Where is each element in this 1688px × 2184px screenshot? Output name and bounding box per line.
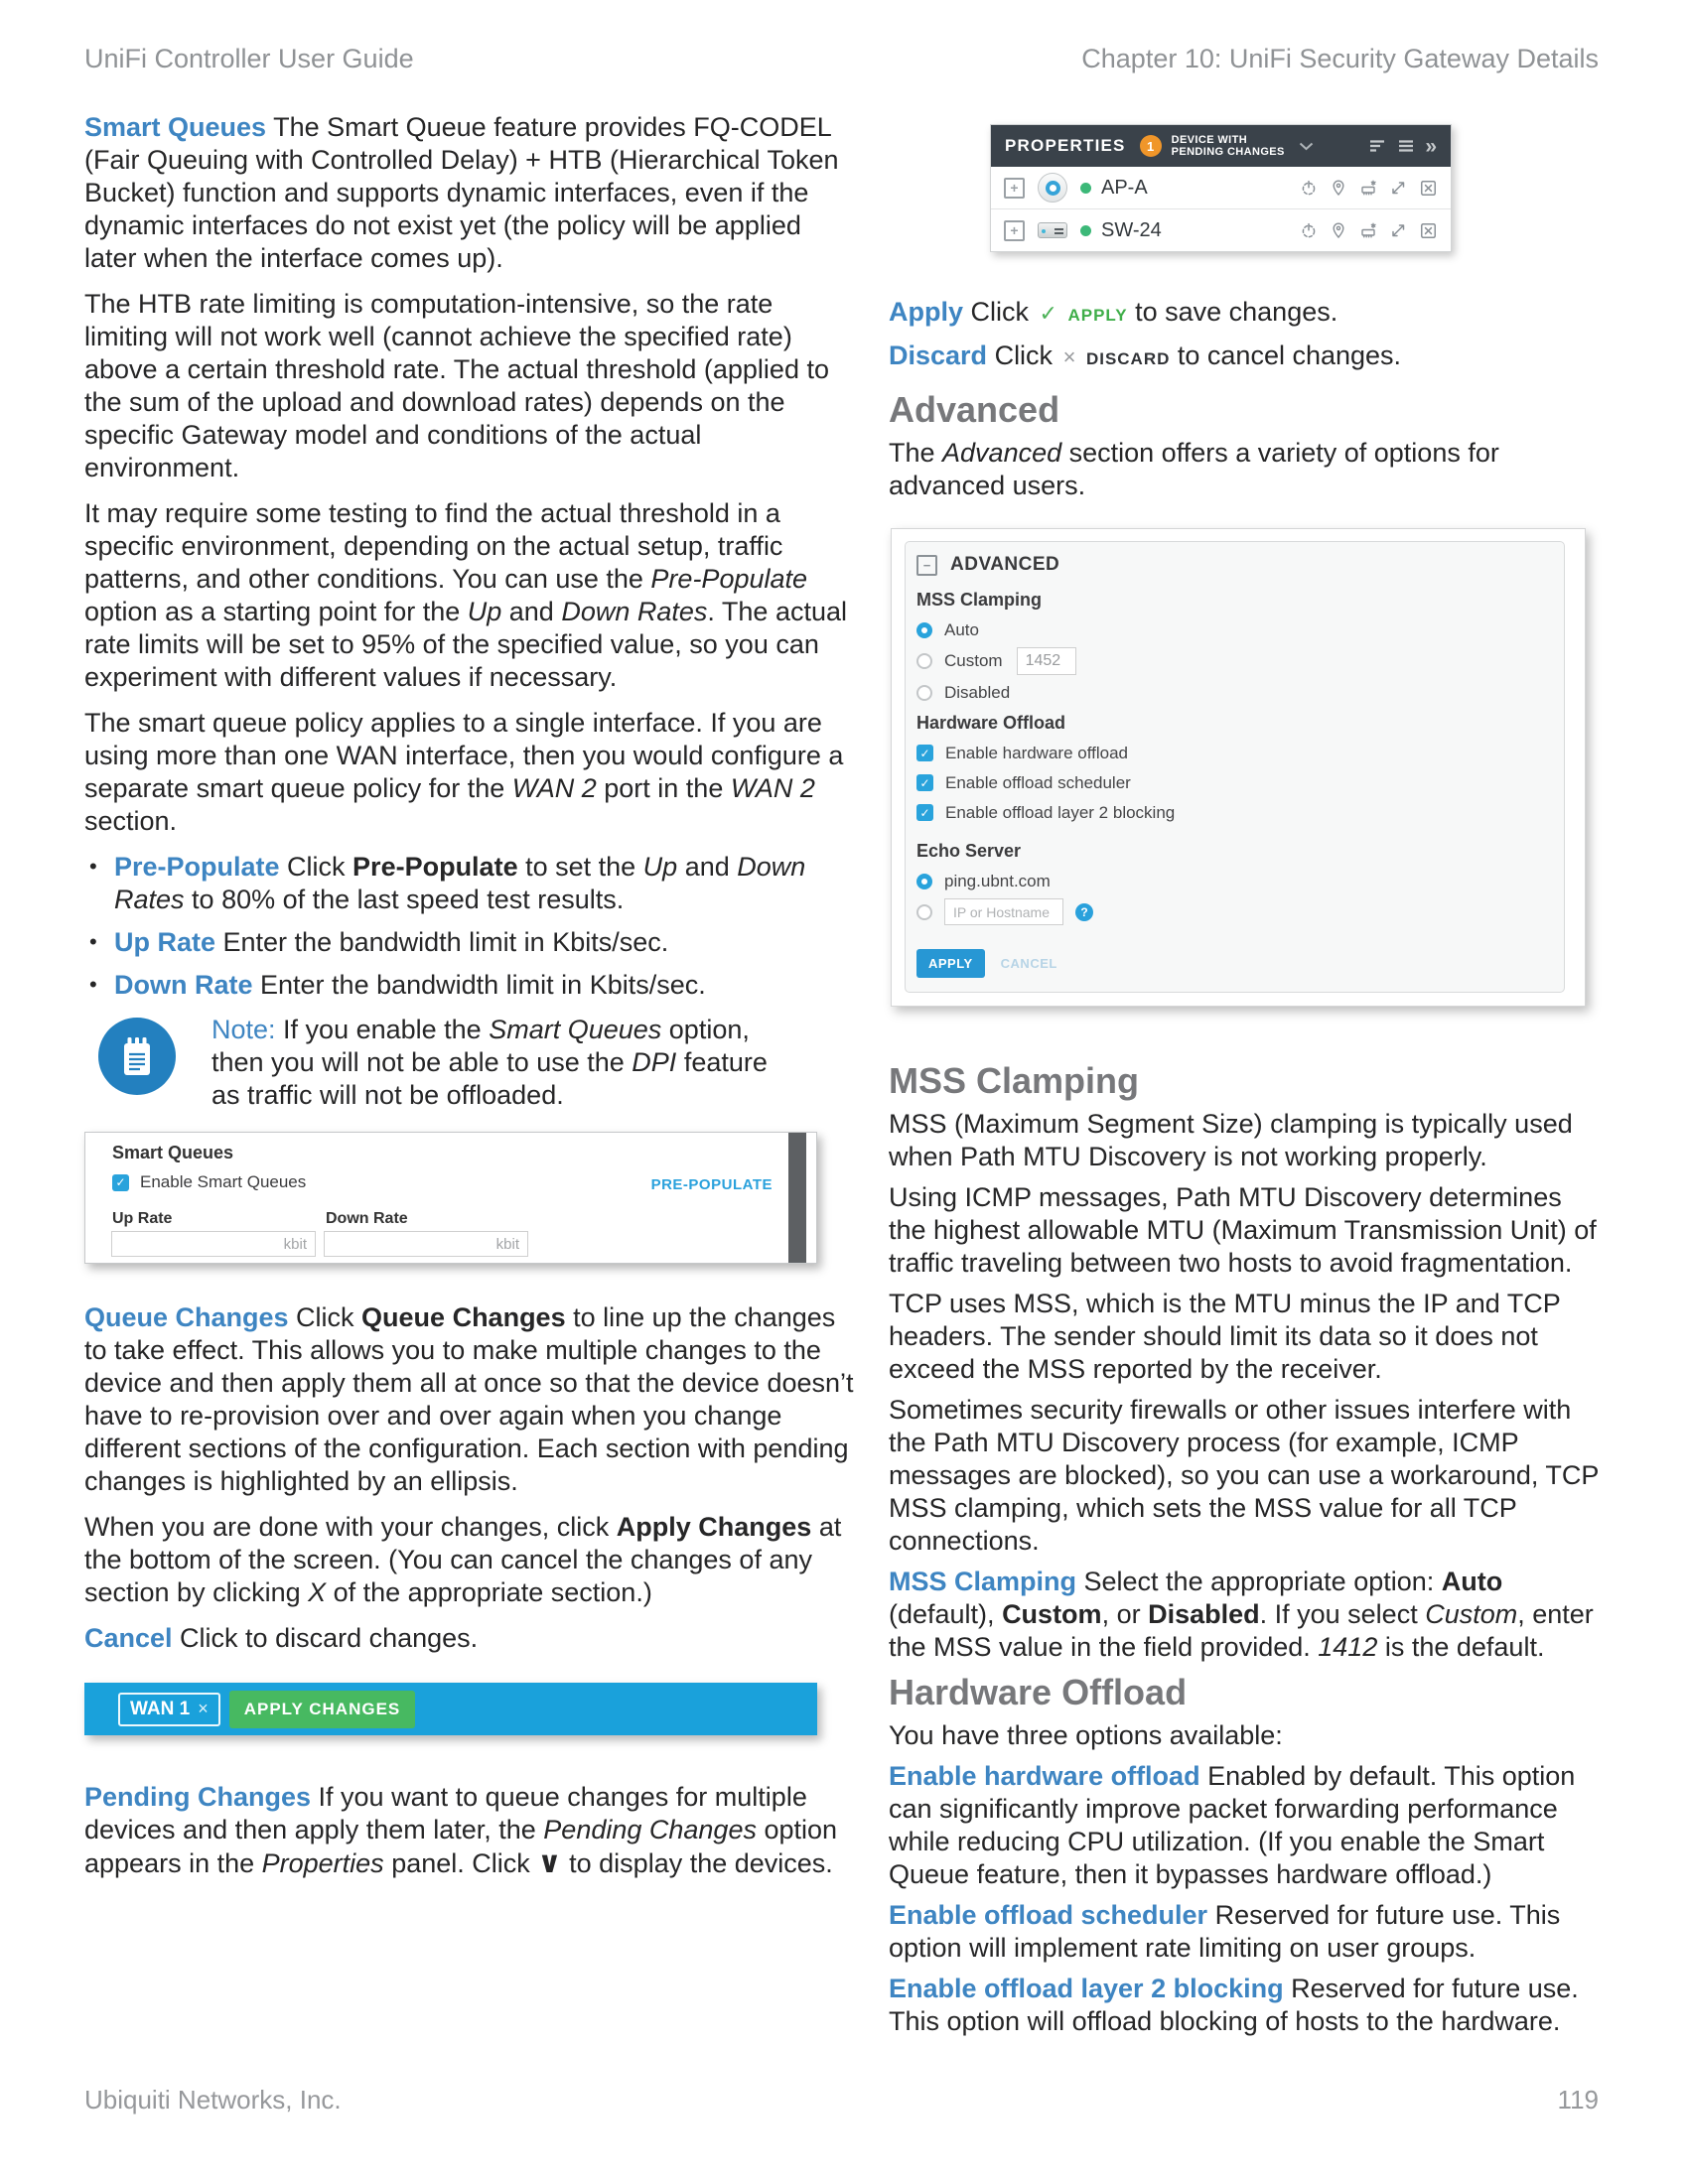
echo-ping-radio[interactable]	[916, 874, 932, 889]
heading-hardware-offload: Hardware Offload	[889, 1672, 1188, 1712]
para-pending-changes: Pending Changes If you want to queue changes for multiple devices and then apply them later, the Pending Changes option appears in the Properties panel. Click ∨ to display the devices.	[84, 1782, 838, 1879]
hardware-offload-label: Hardware Offload	[916, 713, 1066, 733]
mss-clamping-label: MSS Clamping	[916, 590, 1043, 610]
advanced-panel-screenshot	[891, 528, 1586, 1007]
pending-devices-label: DEVICE WITH PENDING CHANGES	[1171, 134, 1285, 158]
note-block	[98, 1014, 857, 1112]
left-column	[84, 111, 857, 1893]
down-rate-label: Down Rate	[326, 1210, 408, 1227]
menu-icon[interactable]	[1396, 137, 1416, 155]
mss-disabled-radio[interactable]	[916, 685, 932, 701]
upgrade-icon[interactable]	[1358, 178, 1378, 198]
page-footer-company: Ubiquiti Networks, Inc.	[84, 2085, 342, 2115]
properties-panel-screenshot	[990, 124, 1452, 252]
device-row-ap[interactable]	[991, 167, 1451, 208]
para-advanced-intro: The Advanced section offers a variety of options for advanced users.	[889, 438, 1499, 500]
mss-custom-label: Custom	[944, 651, 1003, 670]
echo-server-label: Echo Server	[916, 841, 1022, 861]
down-rate-input[interactable]	[324, 1231, 528, 1257]
locate-icon[interactable]	[1329, 220, 1348, 240]
bullet-icon: •	[89, 854, 97, 879]
echo-ping-label: ping.ubnt.com	[944, 871, 1051, 890]
bullet-pre-populate: • Pre-Populate Click Pre-Populate to set the Up and Down Rates to 80% of the last speed test results.	[89, 852, 806, 914]
apply-changes-button[interactable]: APPLY CHANGES	[229, 1691, 416, 1728]
para-smart-queues: Smart Queues The Smart Queue feature provides FQ-CODEL (Fair Queuing with Controlled Delay) + HTB (Hierarchical Token Bucket) function and supports dynamic interfaces, even if the dynamic interfaces do not exist yet (the policy will be applied later when the interface comes up).	[84, 112, 839, 273]
offload-scheduler-label: Enable offload scheduler	[945, 772, 1131, 792]
up-rate-label: Up Rate	[112, 1210, 173, 1227]
collapse-section-icon[interactable]: −	[916, 555, 937, 576]
switch-icon	[1038, 222, 1067, 238]
access-point-icon	[1038, 173, 1067, 203]
collapse-panel-icon[interactable]: »	[1425, 134, 1437, 158]
para-htb: The HTB rate limiting is computation-intensive, so the rate limiting will not work well (cannot achieve the specified rate) above a certain threshold rate. The actual threshold (applied to the sum of the upload and download rates) depends on the specific Gateway model and conditions of the actual environment.	[84, 289, 829, 482]
bullet-up-rate: • Up Rate Enter the bandwidth limit in Kbits/sec.	[89, 927, 669, 957]
hw-offload-checkbox[interactable]	[916, 745, 933, 761]
close-row-icon[interactable]	[1418, 178, 1438, 198]
check-icon: ✓	[115, 1175, 126, 1189]
apply-button[interactable]: APPLY	[916, 949, 985, 978]
page-number: 119	[1557, 2085, 1599, 2115]
bullet-icon: •	[89, 972, 97, 997]
device-name: SW-24	[1101, 218, 1162, 241]
note-icon	[98, 1018, 176, 1095]
pre-populate-link[interactable]: PRE-POPULATE	[650, 1176, 773, 1193]
open-details-icon[interactable]	[1388, 220, 1408, 240]
close-icon[interactable]: ×	[198, 1699, 209, 1718]
heading-mss-clamping: MSS Clamping	[889, 1060, 1140, 1101]
status-connected-dot	[1080, 183, 1091, 194]
offload-layer2-checkbox[interactable]	[916, 804, 933, 821]
para-apply: Apply Click ✓ APPLY to save changes.	[889, 297, 1338, 327]
locate-icon[interactable]	[1329, 178, 1348, 198]
wan1-chip[interactable]	[118, 1693, 220, 1726]
para-cancel: Cancel Click to discard changes.	[84, 1623, 479, 1653]
para-mss-2: Using ICMP messages, Path MTU Discovery determines the highest allowable MTU (Maximum Transmission Unit) of traffic traveling between two hosts to avoid fragmentation.	[889, 1182, 1597, 1278]
smart-queues-title: Smart Queues	[112, 1143, 234, 1162]
para-policy: The smart queue policy applies to a single interface. If you are using more than one WAN interface, then you would configure a separate smart queue policy for the WAN 2 port in the WAN 2 section.	[84, 708, 844, 836]
para-queue-changes: Queue Changes Click Queue Changes to line up the changes to take effect. This allows you to make multiple changes to the device and then apply them all at once so that the device doesn’t have to re-provision over and over again when you change different sections of the configuration. Each section with pending changes is highlighted by an ellipsis.	[84, 1302, 854, 1496]
para-mss-4: Sometimes security firewalls or other issues interfere with the Path MTU Discovery process (for example, ICMP messages are blocked), so you can use a workaround, TCP MSS clamping, which sets the MSS value for all TCP connections.	[889, 1395, 1599, 1556]
para-discard: Discard Click × DISCARD to cancel changes.	[889, 341, 1402, 370]
para-mss-1: MSS (Maximum Segment Size) clamping is typically used when Path MTU Discovery is not working properly.	[889, 1109, 1573, 1171]
page-header-right: Chapter 10: UniFi Security Gateway Details	[1081, 44, 1599, 73]
hw-offload-label: Enable hardware offload	[945, 743, 1128, 762]
note-text: Note: If you enable the Smart Queues option, then you will not be able to use the DPI feature as traffic will not be offloaded.	[211, 1015, 768, 1110]
upgrade-icon[interactable]	[1358, 220, 1378, 240]
para-scheduler: Enable offload scheduler Reserved for future use. This option will implement rate limiting on user groups.	[889, 1900, 1561, 1963]
status-connected-dot	[1080, 225, 1091, 236]
para-when-done: When you are done with your changes, click Apply Changes at the bottom of the screen. (You can cancel the changes of any section by clicking X of the appropriate section.)	[84, 1512, 842, 1607]
right-column	[889, 124, 1600, 2046]
bullet-icon: •	[89, 929, 97, 954]
page-header-left: UniFi Controller User Guide	[84, 44, 414, 73]
mss-auto-radio[interactable]	[916, 622, 932, 638]
expand-plus-icon[interactable]: +	[1004, 220, 1025, 241]
device-row-switch[interactable]	[991, 208, 1451, 251]
para-mss-3: TCP uses MSS, which is the MTU minus the IP and TCP headers. The sender should limit its data so it does not exceed the MSS reported by the receiver.	[889, 1289, 1561, 1384]
bullet-down-rate: • Down Rate Enter the bandwidth limit in Kbits/sec.	[89, 970, 706, 1000]
advanced-section-title: ADVANCED	[950, 554, 1060, 575]
device-name: AP-A	[1101, 176, 1148, 199]
mss-custom-radio[interactable]	[916, 653, 932, 669]
smart-queues-screenshot	[84, 1132, 817, 1264]
para-enable-hw: Enable hardware offload Enabled by default. This option can significantly improve packet forwarding performance while reducing CPU utilization. (If you enable the Smart Queue feature, then it bypasses hardware offload.)	[889, 1761, 1576, 1889]
para-three-options: You have three options available:	[889, 1720, 1283, 1750]
check-icon: ✓	[919, 805, 930, 820]
expand-plus-icon[interactable]: +	[1004, 178, 1025, 199]
echo-host-input[interactable]	[944, 898, 1063, 925]
properties-title: PROPERTIES	[1005, 136, 1126, 155]
check-icon: ✓	[919, 746, 930, 760]
sort-icon[interactable]	[1367, 137, 1387, 155]
heading-advanced: Advanced	[889, 389, 1060, 430]
properties-header	[991, 125, 1451, 167]
help-icon[interactable]: ?	[1075, 903, 1093, 921]
mss-auto-label: Auto	[944, 619, 979, 639]
scrollbar[interactable]	[788, 1133, 806, 1263]
mss-custom-input[interactable]	[1017, 647, 1076, 675]
para-layer2: Enable offload layer 2 blocking Reserved for future use. This option will offload blocking of hosts to the hardware.	[889, 1974, 1579, 2036]
offload-layer2-label: Enable offload layer 2 blocking	[945, 802, 1176, 822]
restart-icon[interactable]	[1299, 178, 1319, 198]
para-mss-select: MSS Clamping Select the appropriate option: Auto (default), Custom, or Disabled. If you select Custom, enter the MSS value in the field provided. 1412 is the default.	[889, 1567, 1594, 1662]
chevron-down-icon[interactable]	[1299, 142, 1314, 151]
up-rate-input[interactable]	[111, 1231, 316, 1257]
para-testing: It may require some testing to find the actual threshold in a specific environment, depending on the actual setup, traffic patterns, and other conditions. You can use the Pre-Populate option as a starting point for the Up and Down Rates. The actual rate limits will be set to 95% of the specified value, so you can experiment with different values if necessary.	[84, 498, 847, 692]
wan1-chip-label: WAN 1	[130, 1698, 191, 1719]
enable-smart-queues-label: Enable Smart Queues	[140, 1172, 307, 1191]
pending-changes-bar-screenshot	[84, 1683, 817, 1735]
echo-custom-radio[interactable]	[916, 904, 932, 920]
pending-count-badge: 1	[1140, 135, 1162, 157]
cancel-button[interactable]: CANCEL	[1000, 956, 1057, 971]
mss-disabled-label: Disabled	[944, 682, 1011, 702]
offload-scheduler-checkbox[interactable]	[916, 774, 933, 791]
close-row-icon[interactable]	[1418, 220, 1438, 240]
open-details-icon[interactable]	[1388, 178, 1408, 198]
check-icon: ✓	[919, 775, 930, 790]
restart-icon[interactable]	[1299, 220, 1319, 240]
enable-smart-queues-checkbox[interactable]	[112, 1174, 129, 1191]
